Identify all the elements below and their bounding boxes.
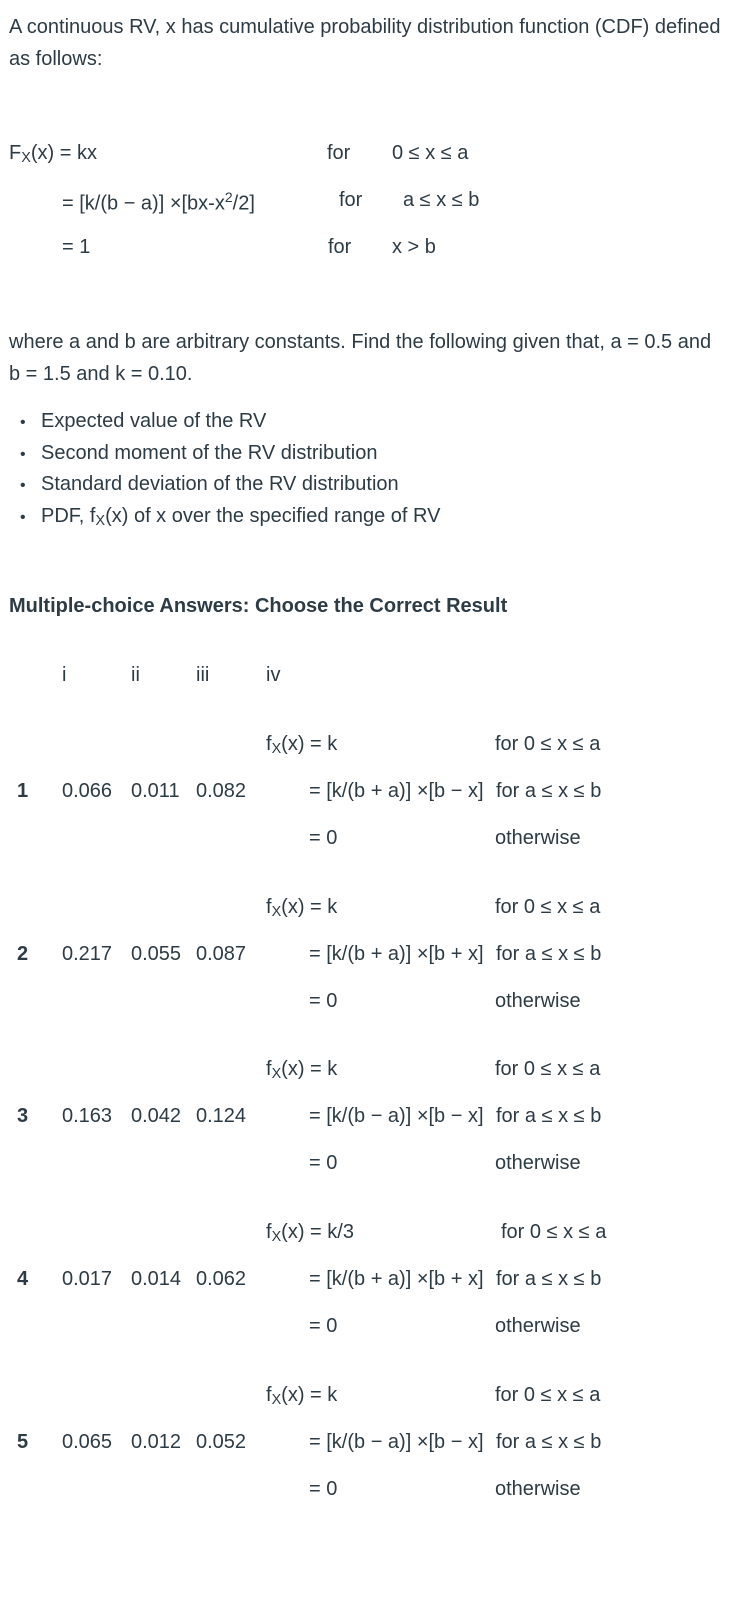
pdf-f-sub: X [271,1228,282,1245]
cdf-row-3-expr: = 1 [62,236,91,258]
pdf-line-2-cond: for a ≤ x ≤ b [496,780,602,802]
pdf-line-3-cond: otherwise [495,990,581,1012]
list-item-text: Second moment of the RV distribution [41,441,378,464]
pdf-f-sub: X [271,740,282,757]
pdf-line-1-expr: (x) = k [281,1058,338,1080]
column-header-iii: iii [196,664,210,686]
pdf-line-1-expr: (x) = k/3 [281,1221,354,1243]
pdf-line-2-cond: for a ≤ x ≤ b [496,1431,602,1453]
pdf-line-3-cond: otherwise [495,1152,581,1174]
option-number: 2 [17,943,29,965]
option-value-ii: 0.055 [131,943,182,965]
list-item [20,406,440,438]
pdf-line-1-expr: (x) = k [281,896,338,918]
pdf-line-2: = [k/(b − a)] ×[b − x] [309,1431,484,1453]
option-number: 4 [17,1268,29,1290]
option-number: 3 [17,1105,29,1127]
option-value-ii: 0.012 [131,1431,182,1453]
pdf-line-3: = 0 [309,1478,338,1500]
pdf-f: f [266,1058,272,1080]
cdf-row-3-cond: x > b [392,236,436,258]
pdf-line-1-cond: for 0 ≤ x ≤ a [495,1058,601,1080]
option-value-iii: 0.082 [196,780,247,802]
list-item [20,501,440,533]
option-number: 5 [17,1431,29,1453]
option-number: 1 [17,780,29,802]
cdf-label-sub: X [21,149,31,166]
pdf-line-3: = 0 [309,990,338,1012]
pdf-f-sub: X [271,903,282,920]
cdf-row-2-for: for [339,189,363,211]
column-header-i: i [62,664,67,686]
option-value-i: 0.066 [62,780,113,802]
column-header-ii: ii [131,664,140,686]
pdf-line-3-cond: otherwise [495,1478,581,1500]
pdf-line-1-cond: for 0 ≤ x ≤ a [495,1384,601,1406]
pdf-line-1 [266,733,337,757]
column-header-iv: iv [266,664,281,686]
given-text: where a and b are arbitrary constants. Find the following given that, a = 0.5 and b = 1.5 and k = 0.10. [9,331,712,385]
pdf-line-1-cond: for 0 ≤ x ≤ a [495,733,601,755]
pdf-line-2: = [k/(b + a)] ×[b − x] [309,780,484,802]
option-value-i: 0.065 [62,1431,113,1453]
option-value-iii: 0.052 [196,1431,247,1453]
intro-text: A continuous RV, x has cumulative probability distribution function (CDF) defined as follows: [9,16,721,70]
cdf-row-1-expr-text: (x) = kx [30,142,97,164]
task-list [20,406,440,532]
cdf-row-2-exponent: 2 [224,189,233,205]
cdf-row-2-expr-b: /2] [232,192,255,215]
pdf-line-2: = [k/(b + a)] ×[b + x] [309,1268,484,1290]
bullet-icon: • [20,414,26,431]
option-value-i: 0.163 [62,1105,113,1127]
cdf-row-2-cond: a ≤ x ≤ b [403,189,480,211]
cdf-row-2-expr [62,189,255,216]
pdf-line-1-cond: for 0 ≤ x ≤ a [501,1221,607,1243]
pdf-f: f [266,1221,272,1243]
cdf-row-2-expr-a: = [k/(b − a)] ×[bx-x [62,192,225,215]
option-value-i: 0.217 [62,943,113,965]
list-item-text: PDF, f [41,504,96,527]
cdf-label: F [9,142,22,164]
option-value-i: 0.017 [62,1268,113,1290]
option-value-iii: 0.124 [196,1105,247,1127]
cdf-row-3-for: for [328,236,352,258]
pdf-line-1-expr: (x) = k [281,733,338,755]
list-item [20,438,440,470]
pdf-f-sub: X [271,1391,282,1408]
option-value-ii: 0.011 [131,780,180,802]
pdf-line-1 [266,1384,337,1408]
bullet-icon: • [20,477,26,494]
list-item-text: Standard deviation of the RV distribution [41,473,399,495]
bullet-icon: • [20,445,26,463]
pdf-f-sub: X [271,1065,282,1082]
pdf-line-1-cond: for 0 ≤ x ≤ a [495,896,601,918]
pdf-f: f [266,896,272,918]
option-value-iii: 0.087 [196,943,247,965]
option-value-ii: 0.042 [131,1105,182,1127]
pdf-line-3: = 0 [309,1152,338,1174]
pdf-line-3: = 0 [309,827,338,849]
pdf-line-2-cond: for a ≤ x ≤ b [496,1105,602,1127]
option-value-ii: 0.014 [131,1268,182,1290]
option-value-iii: 0.062 [196,1268,247,1290]
pdf-f: f [266,1384,272,1406]
cdf-row-1-expr [9,142,97,166]
cdf-row-1-cond: 0 ≤ x ≤ a [392,142,469,164]
pdf-line-1 [266,1221,354,1245]
pdf-line-1 [266,896,337,920]
pdf-line-1-expr: (x) = k [281,1384,338,1406]
pdf-line-2-cond: for a ≤ x ≤ b [496,1268,602,1290]
list-item-text: Expected value of the RV [41,410,267,432]
list-item [20,469,440,501]
pdf-line-2: = [k/(b − a)] ×[b − x] [309,1105,484,1127]
list-item-text-rest: (x) of x over the specified range of RV [105,504,441,527]
cdf-row-1-for: for [327,142,351,164]
pdf-f: f [266,733,272,755]
pdf-line-3-cond: otherwise [495,827,581,849]
pdf-line-1 [266,1058,337,1082]
list-item-subscript: X [95,512,106,529]
pdf-line-3-cond: otherwise [495,1315,581,1337]
answers-heading: Multiple-choice Answers: Choose the Correct Result [9,595,508,617]
bullet-icon: • [20,508,26,526]
pdf-line-3: = 0 [309,1315,338,1337]
pdf-line-2: = [k/(b + a)] ×[b + x] [309,943,484,965]
pdf-line-2-cond: for a ≤ x ≤ b [496,943,602,965]
